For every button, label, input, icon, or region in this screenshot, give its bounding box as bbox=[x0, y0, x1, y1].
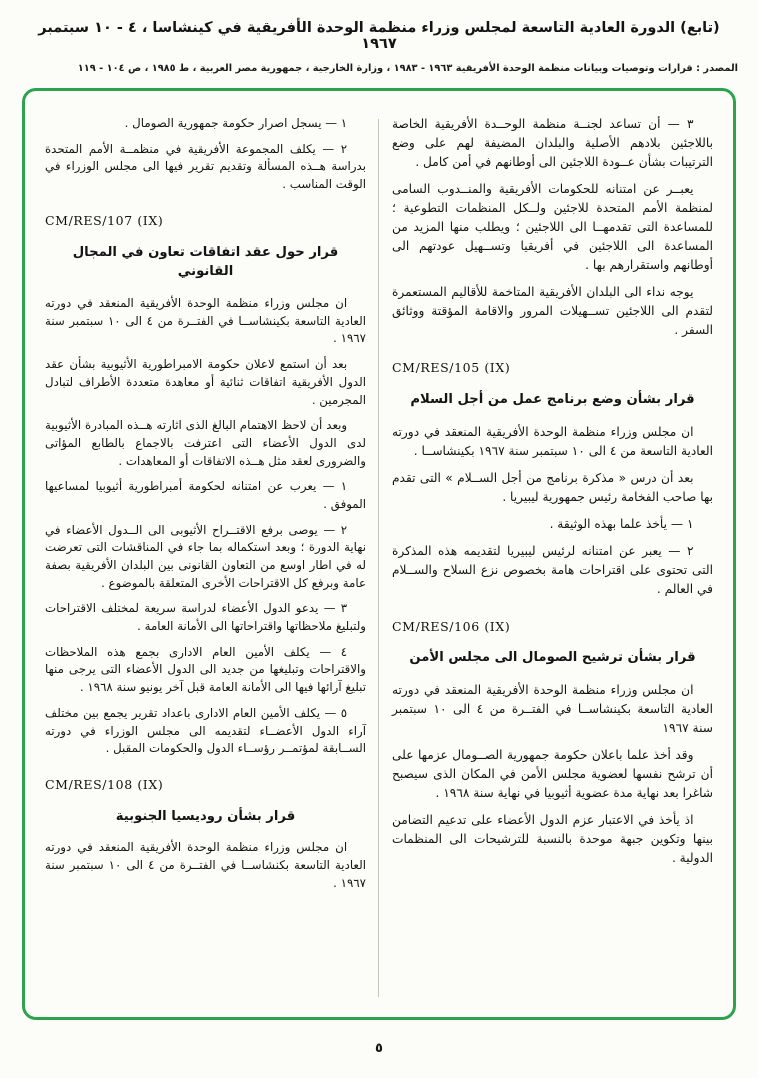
green-content-frame bbox=[22, 88, 736, 1020]
paragraph: بعد أن استمع لاعلان حكومة الامبراطورية الأثيوبية بشأن عقد الدول الأفريقية اتفاقات ثنائية أو معاهدة متعددة الأطراف لتبادل المجرمين . bbox=[45, 357, 366, 407]
paragraph: ان مجلس وزراء منظمة الوحدة الأفريقية المنعقد في دورته العادية التاسعة بكينشاســا في الفتــرة من ٤ الى ١٠ سبتمبر سنة ١٩٦٧ . bbox=[45, 296, 366, 346]
resolution-title: قرار حول عقد اتفاقات تعاون في المجال القانوني bbox=[72, 244, 339, 280]
column-divider-line bbox=[378, 119, 379, 997]
paragraph: ٢ — يكلف المجموعة الأفريقية في منظمــة الأمم المتحدة بدراسة هــذه المسألة وتقديم تقرير فيها الى مجلس الوزراء في الوقت المناسب . bbox=[45, 141, 366, 192]
paragraph: وبعد أن لاحظ الاهتمام البالغ الذى اثارته هــذه المبادرة الأثيوبية لدى الدول الأعضاء التى اعترفت بالاجماع بالطابع المؤاتى والضرورى لعقد مثل هــذه الاتفاقات أو المعاهدات . bbox=[45, 418, 366, 468]
paragraph: بعد أن درس « مذكرة برنامج من أجل الســلام » التى تقدم بها صاحب الفخامة رئيس جمهورية ليبيريا . bbox=[392, 470, 713, 504]
paragraph: ٤ — يكلف الأمين العام الادارى بجمع هذه الملاحظات والاقتراحات وتبليغها من جديد الى الدول الأعضاء التى يرجى منها تبليغ آرائها فيها الى الأمانة العامة قبل آخر يونيو سنة ١٩٦٨ . bbox=[45, 644, 366, 695]
page-number: ٥ bbox=[375, 1041, 383, 1056]
paragraph: ان مجلس وزراء منظمة الوحدة الأفريقية المنعقد في دورته العادية التاسعة بكينشاســا في الفتــرة من ٤ الى ١٠ سبتمبر سنة ١٩٦٧ bbox=[392, 683, 713, 736]
paragraph: يعبــر عن امتنانه للحكومات الأفريقية والمنــدوب السامى لمنظمة الأمم المتحدة للاجئين ولــكل المنظمات التطوعية ؛ للمساعدة التى تقدمهــا الى اللاجئين ؛ ويطلب منها المزيد من المساعدة الى اللاجئين في أفريقيا وتســهيل عودتهم الى أوطانهم واستقرارهم بها . bbox=[392, 182, 713, 273]
resolution-code: CM/RES/108 (IX) bbox=[45, 776, 164, 792]
paragraph: ١ — يعرب عن امتنانه لحكومة أمبراطورية أثيوبيا لمساعيها الموفق . bbox=[45, 479, 366, 511]
header-source-line: المصدر : قرارات وتوصيات وبيانات منظمة الوحدة الأفريقية ١٩٦٣ - ١٩٨٣ ، وزارة الخارجية ، جمهورية مصر العربية ، ط ١٩٨٥ ، ص ١٠٤ - ١١٩ bbox=[77, 63, 738, 74]
resolution-title: قرار بشأن ترشيح الصومال الى مجلس الأمن bbox=[409, 650, 696, 666]
column-left bbox=[45, 115, 366, 1001]
paragraph: ١ — يأخذ علما بهذه الوثيقة . bbox=[549, 516, 694, 531]
resolution-title: قرار بشأن وضع برنامج عمل من أجل السلام bbox=[410, 391, 695, 407]
header-title: (تابع) الدورة العادية التاسعة لمجلس وزراء منظمة الوحدة الأفريقية في كينشاسا ، ٤ - ١٠ سبتمبر ١٩٦٧ bbox=[38, 20, 720, 52]
resolution-code: CM/RES/105 (IX) bbox=[392, 360, 511, 376]
paragraph: ١ — يسجل اصرار حكومة جمهورية الصومال . bbox=[124, 116, 348, 130]
page-header bbox=[0, 0, 758, 74]
two-column-layout bbox=[45, 115, 713, 1001]
paragraph: ٣ — يدعو الدول الأعضاء لدراسة سريعة لمختلف الاقتراحات ولتبليغ ملاحظاتها واقتراحاتها الى الأمانة العامة . bbox=[45, 601, 366, 634]
resolution-code: CM/RES/106 (IX) bbox=[392, 618, 511, 634]
paragraph: اذ يأخذ في الاعتبار عزم الدول الأعضاء على تدعيم التضامن بينها وتكوين جبهة موحدة بالنسبة للترشيحات الى المنظمات الدولية . bbox=[392, 813, 713, 866]
paragraph: وقد أخذ علما باعلان حكومة جمهورية الصــومال عزمها على أن ترشح نفسها لعضوية مجلس الأمن في المكان الذى سيصبح شاغرا بعد نهاية مدة عضوية أثيوبيا في نهاية سنة ١٩٦٨ . bbox=[392, 748, 713, 801]
paragraph: ٢ — يوصى برفع الاقتــراح الأثيوبى الى الــدول الأعضاء في نهاية الدورة ؛ وبعد استكماله بما جاء في المناقشات التى تعرضت له في اطار اوسع من التعاون القانونى بين البلدان الأفريقية بصفة عامة وبرفع كل الاقتراحات الأخرى المتعلقة بالموضوع . bbox=[45, 522, 366, 590]
paragraph: يوجه نداء الى البلدان الأفريقية المتاخمة للأقاليم المستعمرة لتقدم الى اللاجئين تســهيلات المرور والاقامة المؤقتة ووثائق السفر . bbox=[392, 285, 713, 338]
resolution-title: قرار بشأن روديسيا الجنوبية bbox=[115, 808, 296, 824]
paragraph: ٣ — أن تساعد لجنــة منظمة الوحــدة الأفريقية الخاصة باللاجئين بلادهم الأصلية والبلدان المضيفة لهم على وضع الترتيبات بشأن عــودة اللاجئين الى أوطانهم في أمن كامل . bbox=[392, 117, 713, 170]
column-right bbox=[392, 115, 713, 1001]
paragraph: ان مجلس وزراء منظمة الوحدة الأفريقية المنعقد في دورته العادية التاسعة من ٤ الى ١٠ سبتمبر سنة ١٩٦٧ بكينشاســا . bbox=[392, 424, 713, 458]
paragraph: ٥ — يكلف الأمين العام الادارى باعداد تقرير يجمع بين مختلف آراء الدول الأعضــاء لتقديمه الى مجلس الوزراء في دورته الســابقة لمؤتمــر رؤســاء الدول والحكومات المقبل . bbox=[45, 705, 366, 756]
paragraph: ٢ — يعبر عن امتنانه لرئيس ليبيريا لتقديمه هذه المذكرة التى تحتوى على اقتراحات هامة بخصوص نزع السلاح والســلام في العالم . bbox=[392, 543, 713, 596]
paragraph: ان مجلس وزراء منظمة الوحدة الأفريقية المنعقد في دورته العادية التاسعة بكنشاســا في الفتــرة من ٤ الى ١٠ سبتمبر سنة ١٩٦٧ . bbox=[45, 840, 366, 890]
resolution-code: CM/RES/107 (IX) bbox=[45, 212, 164, 228]
